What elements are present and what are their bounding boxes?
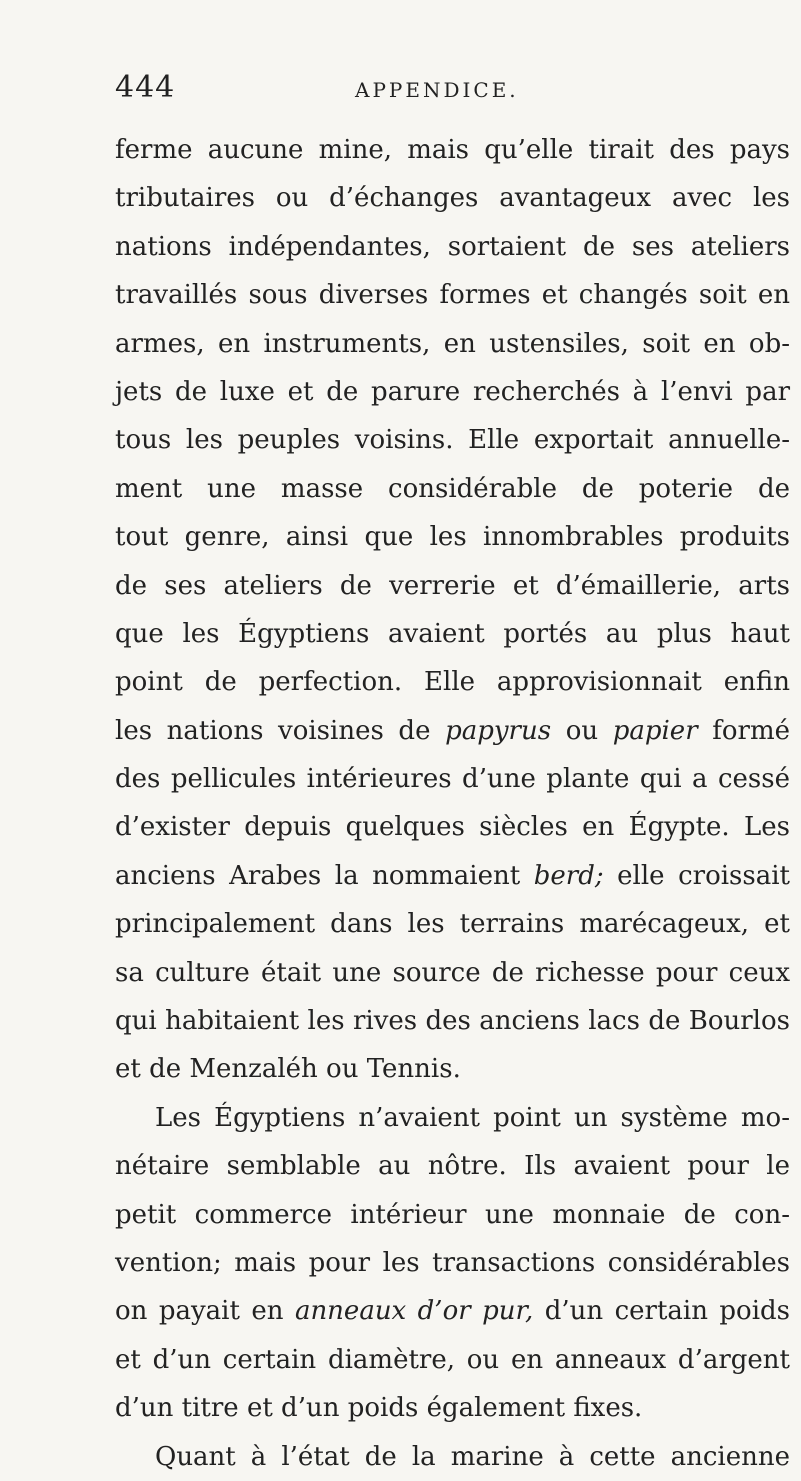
- text-line: tributaires ou d’échanges avantageux avec les: [115, 183, 790, 214]
- text-line: les nations voisines de papyrus ou papier formé: [115, 715, 790, 746]
- page-header: [115, 70, 795, 110]
- text-line: armes, en instruments, en ustensiles, soit en ob-: [115, 328, 790, 359]
- text-line: tous les peuples voisins. Elle exportait annuelle-: [115, 425, 790, 456]
- italic-term-papyrus: papyrus: [445, 715, 552, 746]
- text-line: des pellicules intérieures d’une plante qui a cessé: [115, 764, 790, 795]
- text-line: ment une masse considérable de poterie de: [115, 473, 790, 504]
- text-line: d’exister depuis quelques siècles en Égypte. Les: [115, 812, 790, 843]
- text-line: travaillés sous diverses formes et changés soit en: [115, 280, 790, 311]
- text-line: que les Égyptiens avaient portés au plus haut: [115, 618, 790, 649]
- italic-term-berd: berd;: [533, 860, 604, 891]
- text-line: ferme aucune mine, mais qu’elle tirait des pays: [115, 135, 790, 165]
- italic-term-anneaux-dor-pur: anneaux d’or pur,: [294, 1296, 534, 1327]
- text-line: petit commerce intérieur une monnaie de con-: [115, 1199, 790, 1230]
- text-line: on payait en anneaux d’or pur, d’un certain poids: [115, 1296, 790, 1327]
- text-line: Quant à l’état de la marine à cette ancienne: [155, 1441, 790, 1472]
- text-line: sa culture était une source de richesse pour ceux: [115, 957, 790, 988]
- text-line: nétaire semblable au nôtre. Ils avaient pour le: [115, 1151, 790, 1182]
- text-line: vention; mais pour les transactions considérables: [115, 1247, 790, 1278]
- text-line: qui habitaient les rives des anciens lacs de Bourlos: [115, 1006, 790, 1037]
- text-line: et d’un certain diamètre, ou en anneaux d’argent: [115, 1344, 790, 1375]
- text-line: jets de luxe et de parure recherchés à l’envi par: [115, 376, 790, 407]
- running-title: APPENDICE.: [355, 78, 519, 102]
- text-line: nations indépendantes, sortaient de ses ateliers: [115, 231, 790, 262]
- text-line: tout genre, ainsi que les innombrables produits: [115, 522, 790, 553]
- text-line: Les Égyptiens n’avaient point un système mo-: [155, 1102, 790, 1133]
- text-line: point de perfection. Elle approvisionnait enfin: [115, 667, 790, 698]
- body-text: [115, 126, 790, 1481]
- text-line: anciens Arabes la nommaient berd; elle croissait: [115, 860, 791, 891]
- text-line: d’un titre et d’un poids également fixes.: [115, 1393, 643, 1424]
- text-line: de ses ateliers de verrerie et d’émaillerie, arts: [115, 570, 790, 601]
- text-line: et de Menzaléh ou Tennis.: [115, 1054, 461, 1085]
- text-line: principalement dans les terrains marécageux, et: [115, 909, 790, 940]
- italic-term-papier: papier: [612, 715, 698, 746]
- page-number: 444: [115, 70, 176, 105]
